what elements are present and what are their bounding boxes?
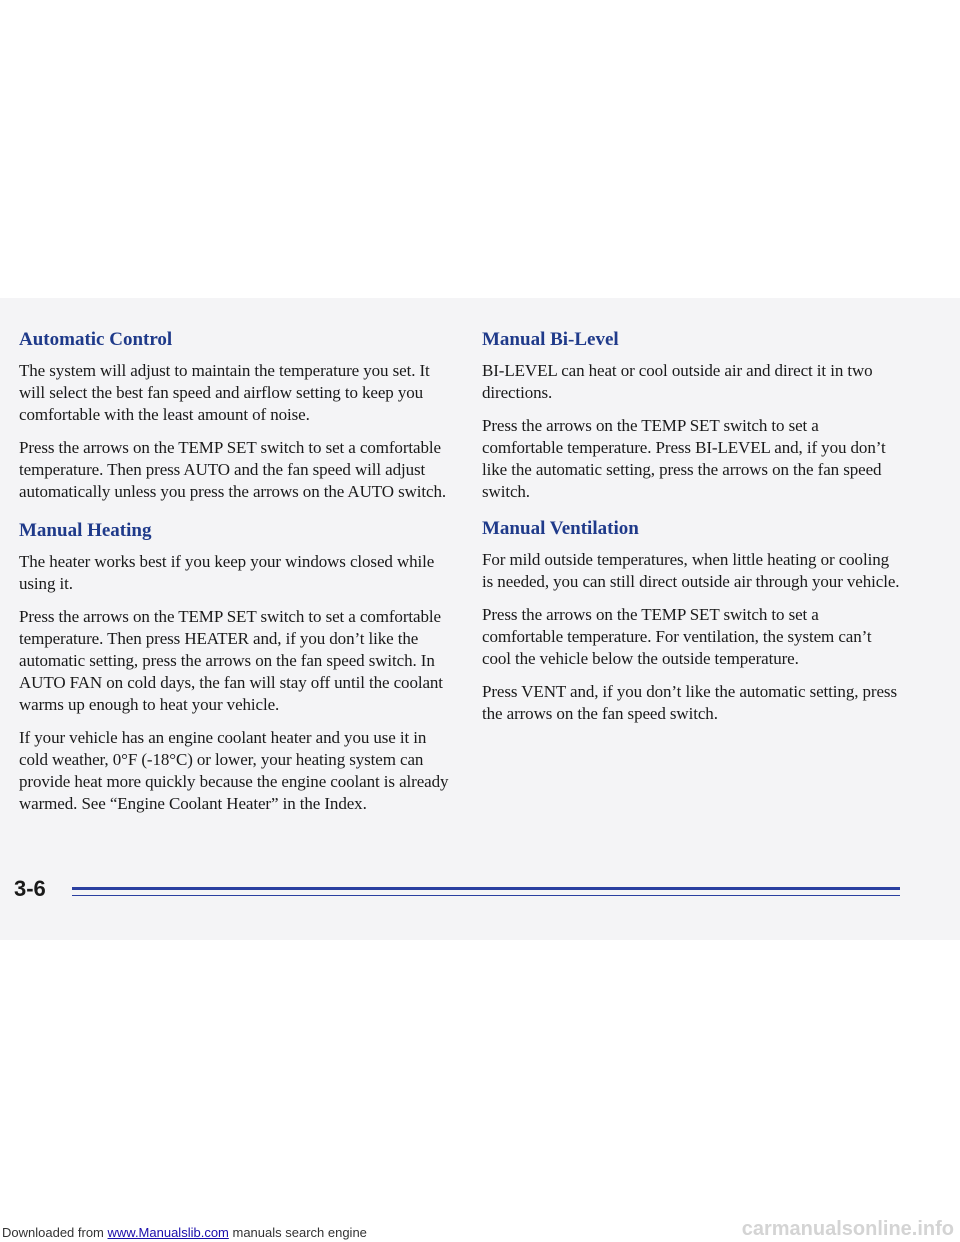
paragraph: The system will adjust to maintain the temperature you set. It will select the best fan speed and airflow setting to keep you comfortable with the least amount of noise. <box>19 361 430 424</box>
paragraph: Press the arrows on the TEMP SET switch to set a comfortable temperature. Then press AUTO and the fan speed will adjust automatically unless you press the arrows on the AUTO switch. <box>19 438 447 501</box>
download-credit <box>2 1225 367 1240</box>
download-credit-prefix: Downloaded from <box>2 1225 108 1240</box>
right-column <box>482 328 902 736</box>
paragraph: For mild outside temperatures, when little heating or cooling is needed, you can still direct outside air through your vehicle. <box>482 550 900 591</box>
paragraph: Press VENT and, if you don’t like the automatic setting, press the arrows on the fan speed switch. <box>482 682 897 723</box>
paragraph: Press the arrows on the TEMP SET switch to set a comfortable temperature. Then press HEATER and, if you don’t like the automatic setting, press the arrows on the fan speed switch. In AUTO FAN on cold days, the fan will stay off until the coolant warms up enough to heat your vehicle. <box>19 607 443 714</box>
footer-rule <box>72 887 900 890</box>
download-credit-suffix: manuals search engine <box>228 1225 367 1240</box>
manualslib-link[interactable]: www.Manualslib.com <box>107 1225 229 1240</box>
paragraph: The heater works best if you keep your windows closed while using it. <box>19 552 435 593</box>
paragraph: Press the arrows on the TEMP SET switch to set a comfortable temperature. Press BI-LEVEL and, if you don’t like the automatic setting, press the arrows on the fan speed switch. <box>482 416 886 501</box>
paragraph: If your vehicle has an engine coolant heater and you use it in cold weather, 0°F (-18°C) or lower, your heating system can provide heat more quickly because the engine coolant is already warmed. See “Engine Coolant Heater” in the Index. <box>19 728 449 813</box>
heading-automatic-control: Automatic Control <box>19 329 173 350</box>
paragraph: BI-LEVEL can heat or cool outside air and direct it in two directions. <box>482 361 873 402</box>
page-number: 3-6 <box>14 876 46 901</box>
paragraph: Press the arrows on the TEMP SET switch to set a comfortable temperature. For ventilation, the system can’t cool the vehicle below the outside temperature. <box>482 605 872 668</box>
footer-rule-thin <box>72 895 900 896</box>
heading-manual-bi-level: Manual Bi-Level <box>482 329 619 350</box>
heading-manual-heating: Manual Heating <box>19 520 152 541</box>
site-watermark: carmanualsonline.info <box>741 1218 954 1240</box>
heading-manual-ventilation: Manual Ventilation <box>482 518 639 539</box>
page-footer <box>14 868 894 908</box>
left-column <box>19 328 459 826</box>
